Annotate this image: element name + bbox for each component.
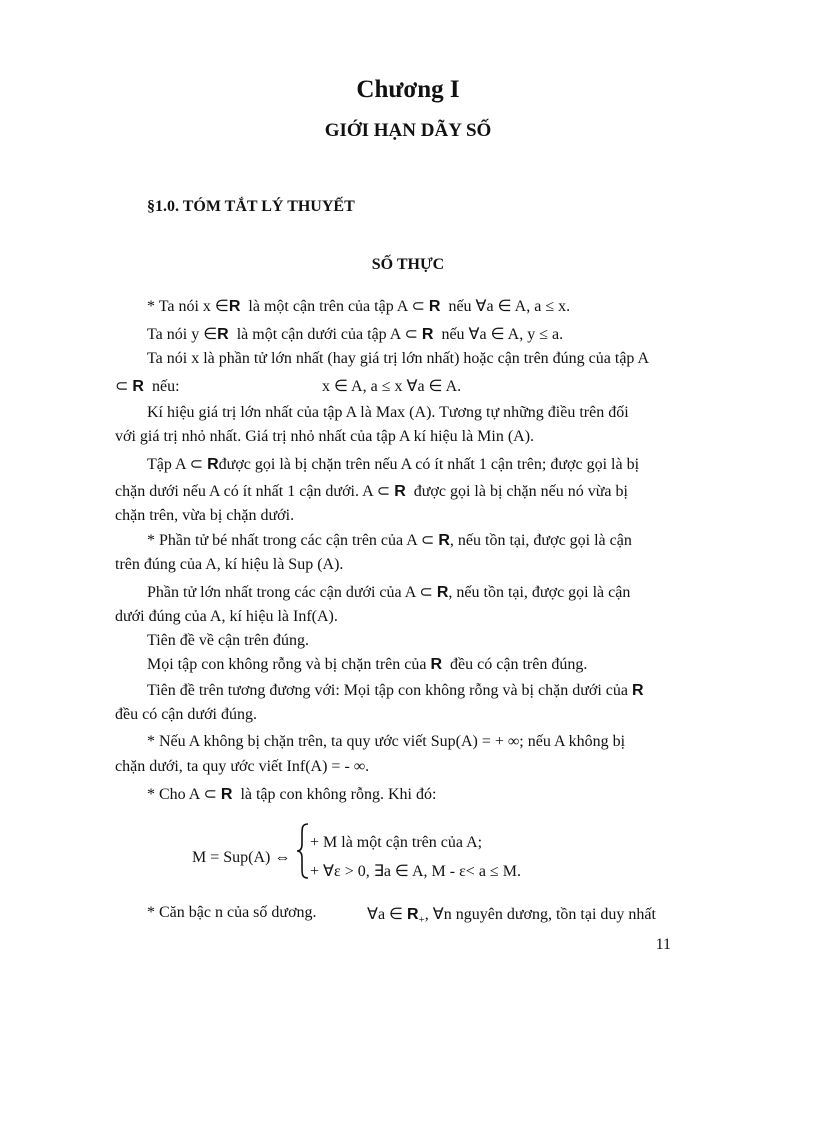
- text-line: Tiên đề trên tương đương với: Mọi tập con không rỗng và bị chặn dưới của R: [147, 682, 644, 699]
- chapter-heading: Chương I: [356, 76, 460, 103]
- page-number: 11: [655, 936, 671, 953]
- formula-lhs: M = Sup(A) ⇔: [192, 849, 291, 866]
- text-line: Tập A ⊂ Rđược gọi là bị chặn trên nếu A có ít nhất 1 cận trên; được gọi là bị: [147, 456, 640, 473]
- text-line: * Nếu A không bị chặn trên, ta quy ước viết Sup(A) = + ∞; nếu A không bị: [147, 733, 626, 750]
- text-line: ⊂ R nếu: x ∈ A, a ≤ x ∀a ∈ A.: [115, 378, 462, 395]
- text-line: đều có cận dưới đúng.: [115, 706, 257, 723]
- text-line: với giá trị nhỏ nhất. Giá trị nhỏ nhất của tập A kí hiệu là Min (A).: [115, 428, 535, 445]
- text-line: chặn dưới nếu A có ít nhất 1 cận dưới. A ⊂ R được gọi là bị chặn nếu nó vừa bị: [115, 483, 628, 500]
- text-line: * Căn bậc n của số dương. ∀a ∈ $R_+$, ∀n nguyên dương, tồn tại duy nhất: [147, 904, 656, 927]
- text-line: trên đúng của A, kí hiệu là Sup (A).: [115, 556, 344, 573]
- chapter-title: GIỚI HẠN DÃY SỐ: [324, 120, 492, 141]
- text-line: * Cho A ⊂ R là tập con không rỗng. Khi đó:: [147, 786, 437, 803]
- text-line: chặn dưới, ta quy ước viết Inf(A) = - ∞.: [115, 758, 370, 775]
- text-line: dưới đúng của A, kí hiệu là Inf(A).: [115, 608, 338, 625]
- text-line: * Phần tử bé nhất trong các cận trên của A ⊂ R, nếu tồn tại, được gọi là cận: [147, 532, 632, 549]
- text-line: Ta nói y ∈R là một cận dưới của tập A ⊂ R nếu ∀a ∈ A, y ≤ a.: [147, 326, 564, 343]
- text-line: Ta nói x là phần tử lớn nhất (hay giá trị lớn nhất) hoặc cận trên đúng của tập A: [147, 350, 650, 367]
- left-brace-icon: [295, 822, 311, 880]
- formula-line-2: + ∀ε > 0, ∃a ∈ A, M - ε< a ≤ M.: [310, 863, 521, 880]
- subsection-heading: SỐ THỰC: [371, 256, 445, 273]
- section-heading: §1.0. TÓM TẮT LÝ THUYẾT: [147, 198, 355, 215]
- text-line: Phần tử lớn nhất trong các cận dưới của A ⊂ R, nếu tồn tại, được gọi là cận: [147, 584, 631, 601]
- text-line: Tiên đề về cận trên đúng.: [147, 632, 310, 649]
- text-line: Mọi tập con không rỗng và bị chặn trên của R đều có cận trên đúng.: [147, 656, 588, 673]
- text-line: Kí hiệu giá trị lớn nhất của tập A là Max (A). Tương tự những điều trên đối: [147, 404, 629, 421]
- text-line: * Ta nói x ∈R là một cận trên của tập A ⊂ R nếu ∀a ∈ A, a ≤ x.: [147, 298, 571, 315]
- formula-line-1: + M là một cận trên của A;: [310, 834, 483, 851]
- text-line: chặn trên, vừa bị chặn dưới.: [115, 507, 295, 524]
